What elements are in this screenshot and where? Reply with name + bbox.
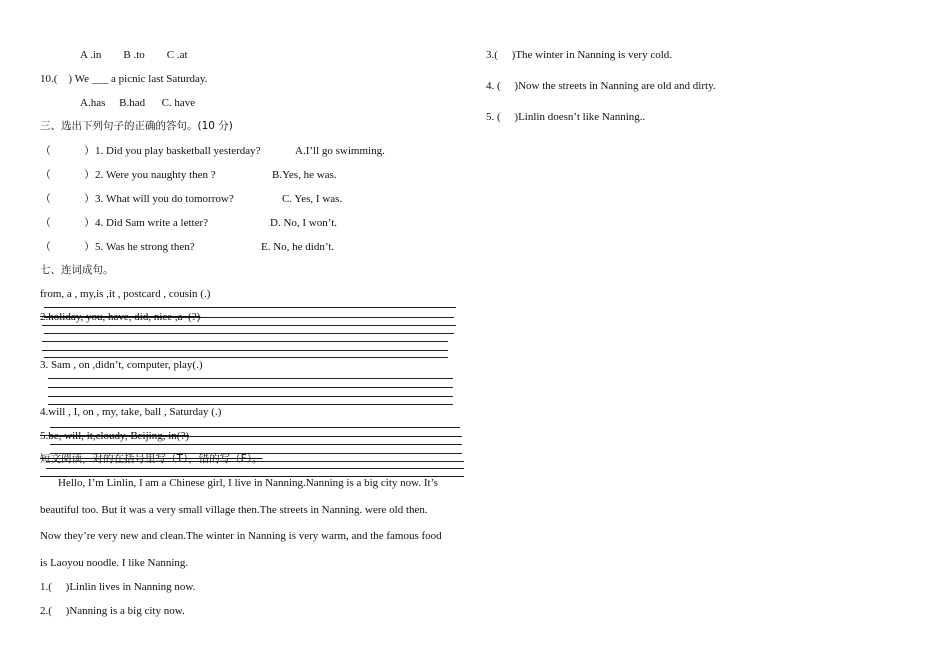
reading-title: 短文阅读，对的在括号里写（T），错的写（F）。 [40, 453, 263, 465]
answer-line [44, 307, 456, 308]
s3-item-1: （ ）1. Did you play basketball yesterday? [40, 145, 261, 157]
s3-item-2: （ ）2. Were you naughty then ? [40, 169, 216, 181]
section7-title: 七、连词成句。 [40, 264, 114, 276]
s3-item-3: （ ）3. What will you do tomorrow? [40, 193, 234, 205]
s3-answer-e: E. No, he didn’t. [261, 241, 335, 253]
s7-sentence-2: 2.holiday, you, have, did, nice ,a (?) [40, 311, 201, 323]
reading-q4: 4. ( )Now the streets in Nanning are old and dirty. [486, 80, 716, 92]
s3-answer-d: D. No, I won’t. [270, 217, 338, 229]
s3-answer-b: B.Yes, he was. [272, 169, 337, 181]
answer-line [42, 341, 448, 342]
s7-sentence-4: 4.will , I, on , my, take, ball , Saturday (.) [40, 406, 222, 418]
s3-answer-a: A.I’ll go swimming. [295, 145, 385, 157]
answer-line [42, 350, 448, 351]
passage-line: beautiful too. But it was a very small village then.The streets in Nanning. were old then. [40, 503, 428, 516]
passage-line: Now they’re very new and clean.The winter in Nanning is very warm, and the famous food [40, 530, 442, 542]
passage-line: is Laoyou noodle. I like Nanning. [40, 556, 189, 569]
q10-question: 10.( ) We ___ a picnic last Saturday. [40, 73, 208, 85]
s3-item-5: （ ）5. Was he strong then? [40, 241, 195, 253]
q10-options: A.has B.had C. have [80, 97, 196, 109]
answer-line [48, 387, 453, 388]
q9-options: A .in B .to C .at [80, 49, 188, 61]
s3-answer-c: C. Yes, I was. [282, 193, 343, 205]
answer-line [42, 325, 456, 326]
s7-sentence-3: 3. Sam , on ,didn’t, computer, play(.) [40, 359, 203, 371]
answer-line [44, 333, 454, 334]
answer-line [50, 427, 460, 428]
reading-q2: 2.( )Nanning is a big city now. [40, 605, 185, 617]
reading-q5: 5. ( )Linlin doesn’t like Nanning.. [486, 111, 646, 123]
s3-item-4: （ ）4. Did Sam write a letter? [40, 217, 209, 229]
reading-q3: 3.( )The winter in Nanning is very cold. [486, 49, 673, 61]
s7-sentence-5: 5.be, will, it,cloudy, Beijing, in(?) [40, 430, 189, 442]
reading-q1: 1.( )Linlin lives in Nanning now. [40, 581, 196, 593]
answer-line [48, 378, 453, 379]
s7-sentence-1: from, a , my,is ,it , postcard , cousin (.) [40, 288, 211, 300]
answer-line [46, 468, 464, 469]
answer-line [48, 396, 453, 397]
answer-line [50, 444, 462, 445]
reading-passage [40, 470, 463, 576]
section3-title: 三、选出下列句子的正确的答句。(10 分) [40, 120, 233, 132]
passage-line: Hello, I’m Linlin, I am a Chinese girl, I live in Nanning.Nanning is a big city now. It’s [58, 477, 438, 489]
